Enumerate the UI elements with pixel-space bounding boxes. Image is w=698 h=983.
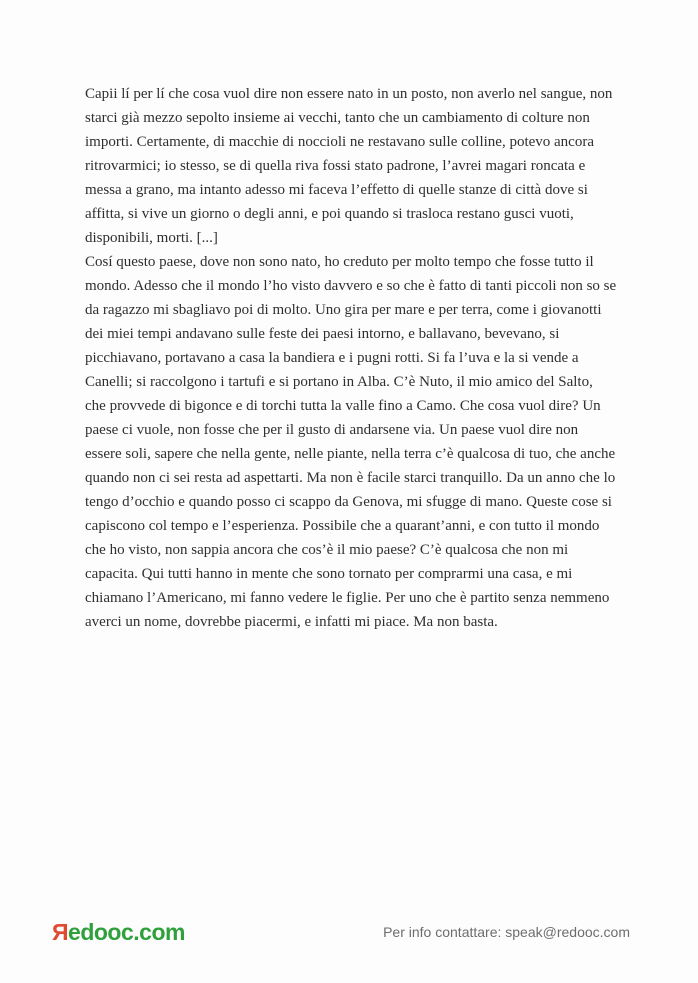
redooc-logo-text: edooc.com [68,918,185,945]
contact-info-text: Per info contattare: speak@redooc.com [383,923,630,940]
redooc-logo-mark-icon: Я [52,918,69,945]
paragraph-1: Capii lí per lí che cosa vuol dire non essere nato in un posto, non averlo nel sangue, non starci già mezzo sepolto insieme ai vecchi, tanto che un cambiamento di colture non importi. Certamente, di macchie di noccioli ne restavano sulle colline, potevo ancora ritrovarmici; io stesso, se di quella riva fossi stato padrone, l’avrei magari roncata e messa a grano, ma intanto adesso mi faceva l’effetto di quelle stanze di città dove si affitta, si vive un giorno o degli anni, e poi quando si trasloca restano gusci vuoti, disponibili, morti. [...] [85,86,613,246]
paragraph-2: Cosí questo paese, dove non sono nato, ho creduto per molto tempo che fosse tutto il mondo. Adesso che il mondo l’ho visto davvero e so che è fatto di tanti piccoli non so se da ragazzo mi sbagliavo poi di molto. Uno gira per mare e per terra, come i giovanotti dei miei tempi andavano sulle feste dei paesi intorno, e ballavano, bevevano, si picchiavano, portavano a casa la bandiera e i pugni rotti. Si fa l’uva e la si vende a Canelli; si raccolgono i tartufi e si portano in Alba. C’è Nuto, il mio amico del Salto, che provvede di bigonce e di torchi tutta la valle fino a Camo. Che cosa vuol dire? Un paese ci vuole, non fosse che per il gusto di andarsene via. Un paese vuol dire non essere soli, sapere che nella gente, nelle piante, nella terra c’è qualcosa di tuo, che anche quando non ci sei resta ad aspettarti. Ma non è facile starci tranquillo. Da un anno che lo tengo d’occhio e quando posso ci scappo da Genova, mi sfugge di mano. Queste cose si capiscono col tempo e l’esperienza. Possibile che a quarant’anni, e con tutto il mondo che ho visto, non sappia ancora che cos’è il mio paese? C’è qualcosa che non mi capacita. Qui tutti hanno in mente che sono tornato per comprarmi una casa, e mi chiamano l’Americano, mi fanno vedere le figlie. Per uno che è partito senza nemmeno averci un nome, dovrebbe piacermi, e infatti mi piace. Ma non basta. [85,254,617,630]
page-footer [52,916,630,948]
redooc-logo [52,918,185,945]
document-body [85,82,617,634]
